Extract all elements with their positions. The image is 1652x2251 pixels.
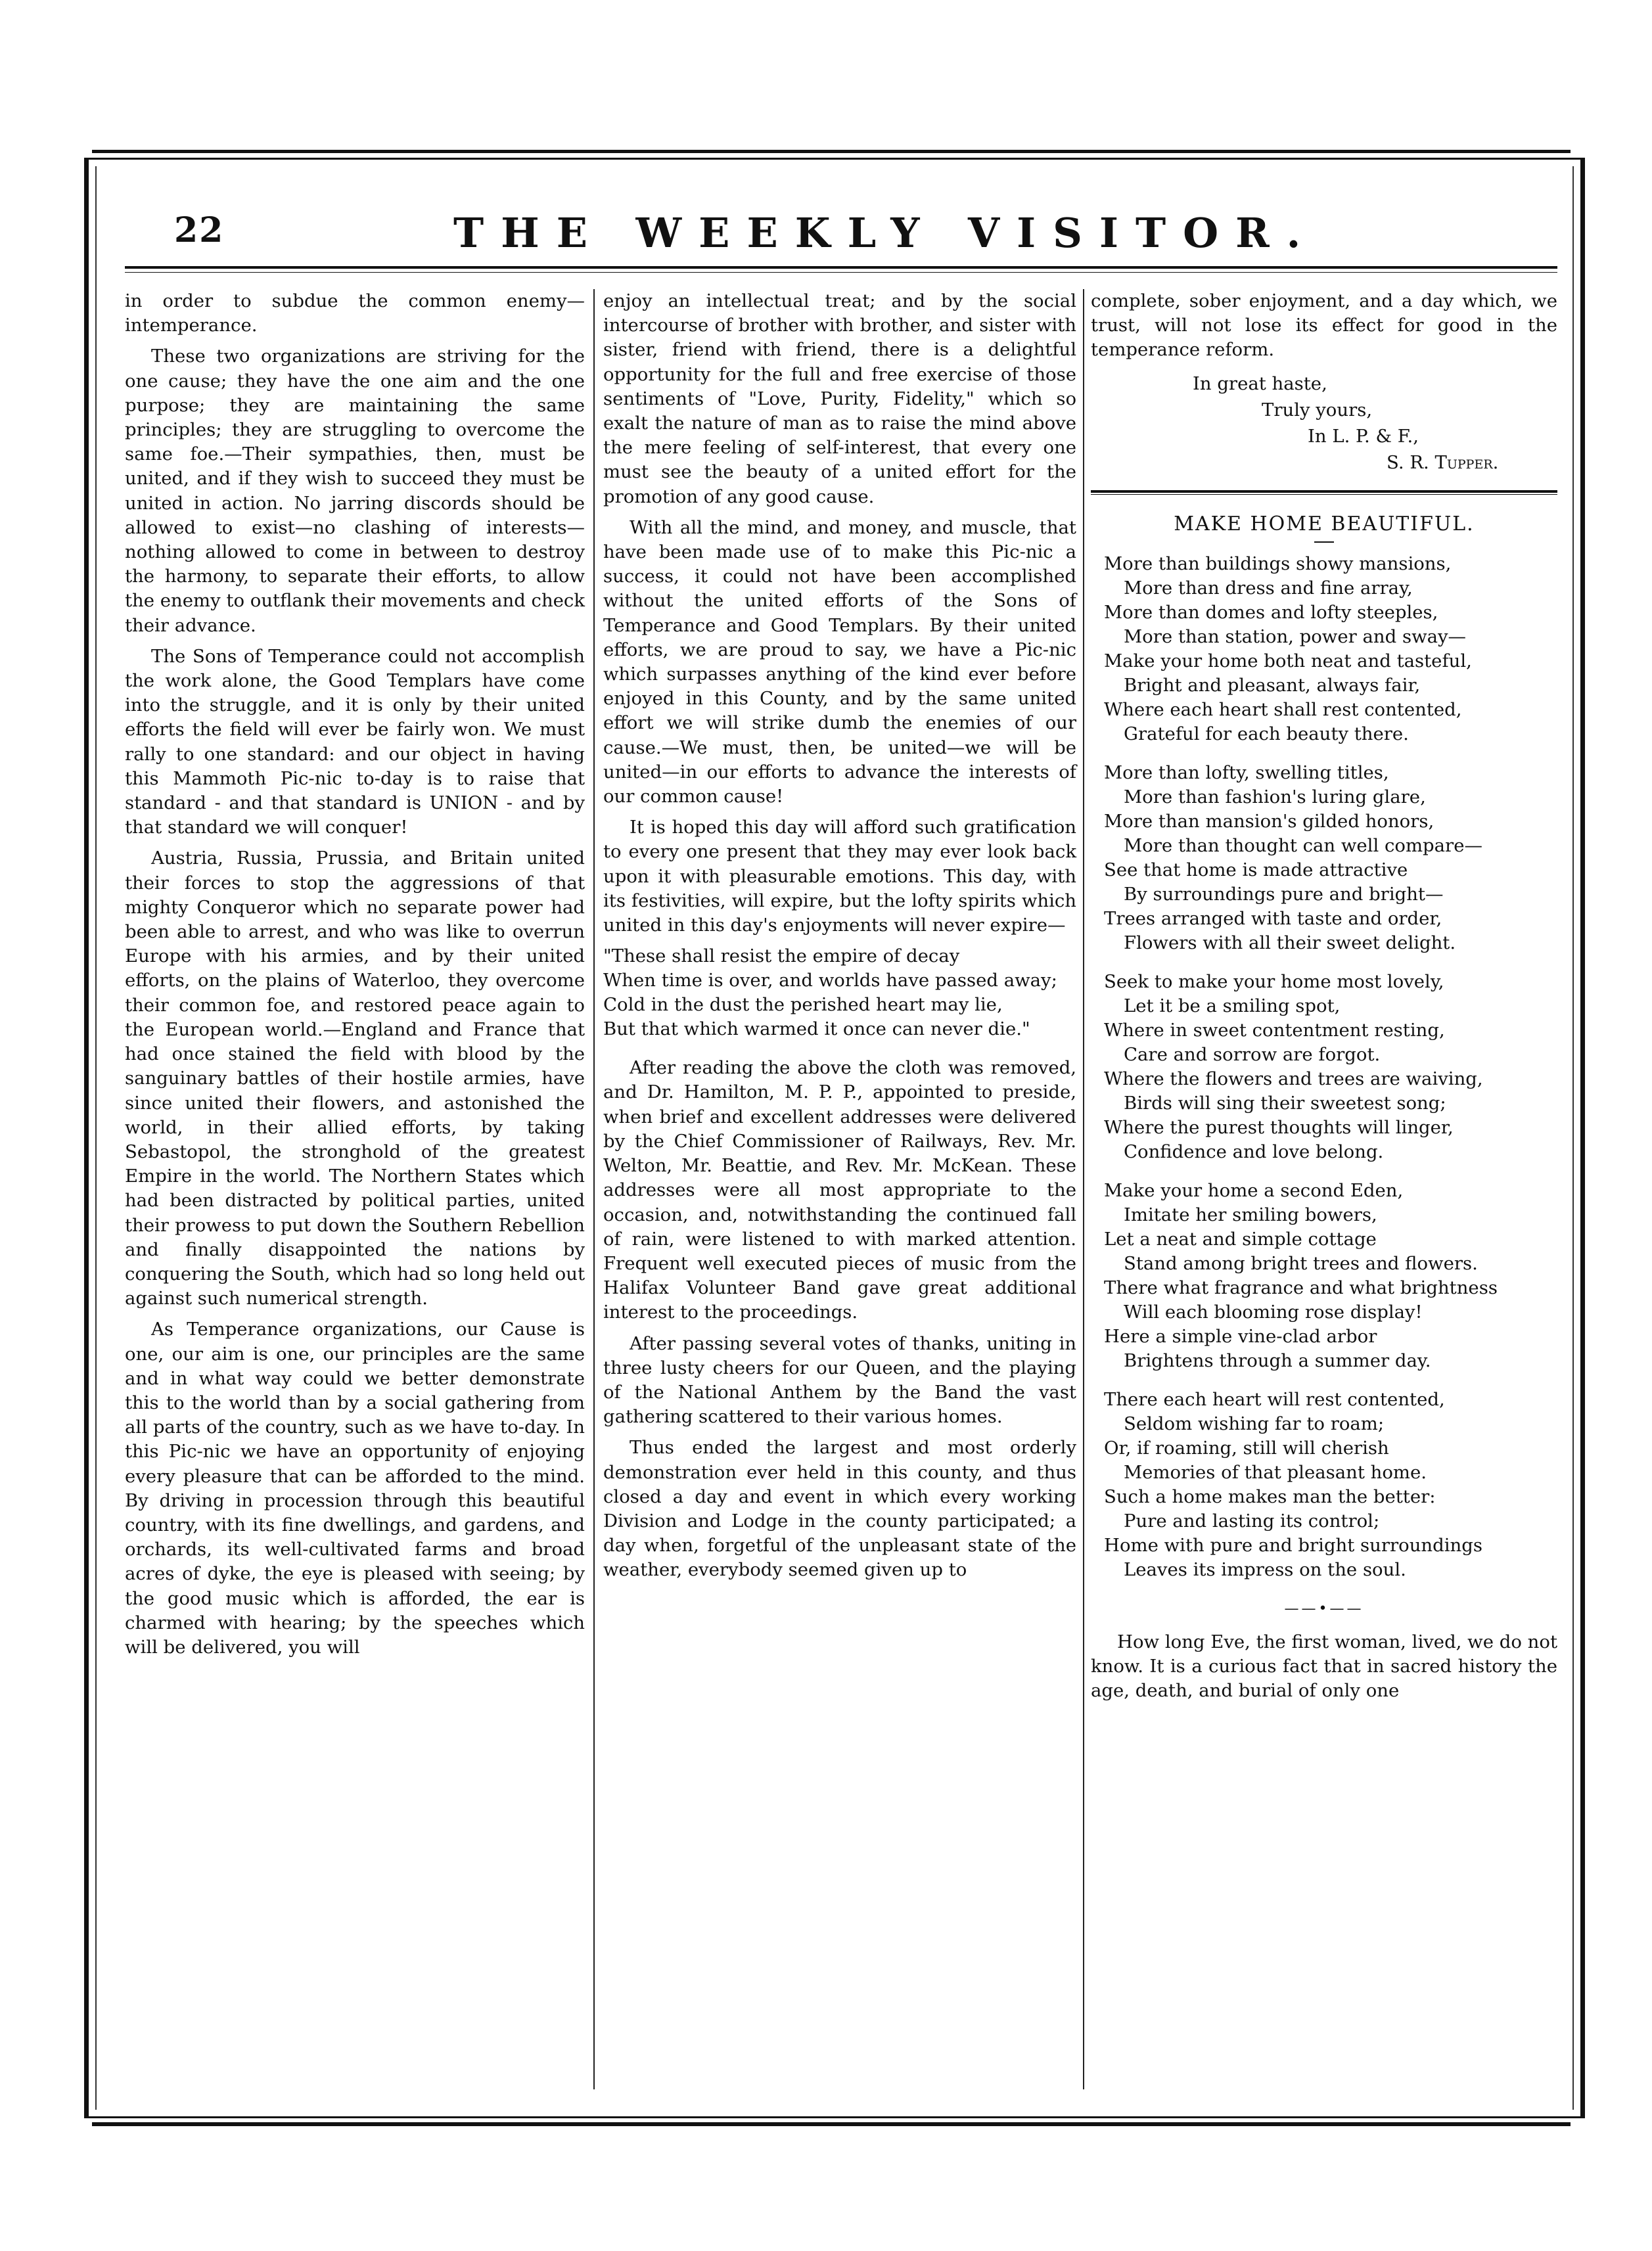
poem-line: Bright and pleasant, always fair, — [1124, 674, 1421, 696]
paragraph: Thus ended the largest and most orderly demonstration ever held in this county, and thus closed a day and event in which every working Division and Lodge in the county participated; a day when, forgetful of the unpleasant state of the weather, everybody seemed given up to — [603, 1437, 1076, 1581]
paragraph: After reading the above the cloth was removed, and Dr. Hamilton, M. P. P., appointed to preside, when brief and excellent addresses were delivered by the Chief Commissioner of Railways, Rev. Mr. Welton, Mr. Beattie, and Rev. Mr. McKean. These addresses were all most appropriate to the occasion, and, notwithstanding the continued fall of rain, were listened to with marked attention. Frequent well executed pieces of music from the Halifax Volunteer Band gave great additional interest to the proceedings. — [603, 1057, 1076, 1323]
signoff-line: In L. P. & F., — [1308, 425, 1419, 447]
poem-line: More than fashion's luring glare, — [1124, 786, 1426, 807]
paragraph: With all the mind, and money, and muscle, that have been made use of to make this Pic-nic a success, it could not have been accomplished without the united efforts of the Sons of Temperance and Good Templars. By their united efforts, we are proud to say, we have a Pic-nic which surpasses anything of the kind ever before enjoyed in this County, and by the same united effort we will strike dumb the enemies of our cause.—We must, then, be united—we will be united—in our efforts to advance the interests of our common cause! — [603, 516, 1076, 807]
poem-line: Grateful for each beauty there. — [1124, 723, 1409, 744]
quote-line: "These shall resist the empire of decay — [603, 945, 960, 967]
poem-line: More than mansion's gilded honors, — [1104, 810, 1434, 832]
signoff-line: In great haste, — [1193, 373, 1327, 394]
paragraph: The Sons of Temperance could not accomplish the work alone, the Good Templars have come into the struggle, and it is only by their united efforts the field will ever be fairly won. We must rally to one standard: and our object in having this Mammoth Pic-nic to-day is to raise that standard - and that standard is UNION - and by that standard we will conquer! — [125, 645, 585, 838]
paragraph: Austria, Russia, Prussia, and Britain united their forces to stop the aggressions of that mighty Conqueror which no separate power had been able to arrest, and who was like to overrun Europe with his armies, and by their united efforts, on the plains of Waterloo, they overcome their common foe, and restored peace again to the European world.—England and France that had once stained the field with blood by the sanguinary battles of their hostile armies, have since united their flowers, and astonished the world, in their allied efforts, by taking Sebastopol, the stronghold of the greatest Empire in the world. The Northern States which had been distracted by political parties, united their prowess to put down the Southern Rebellion and finally disappointed the nations by conquering the South, which had so long held out against such numerical strength. — [125, 848, 585, 1309]
poem-stanza — [1091, 1179, 1557, 1373]
poem-line: Make your home both neat and tasteful, — [1104, 650, 1472, 671]
header-rule — [125, 266, 1557, 269]
poem-line: More than lofty, swelling titles, — [1104, 762, 1389, 783]
poem-stanza — [1091, 761, 1557, 955]
poem-line: Here a simple vine-clad arbor — [1104, 1325, 1377, 1347]
paragraph: enjoy an intellectual treat; and by the social intercourse of brother with brother, and sister with sister, friend with friend, there is a delightful opportunity for the full and free exercise of those sentiments of "Love, Purity, Fidelity," which so exalt the nature of man as to raise the mind above the mere feeling of self-interest, that every one must see the beauty of a united effort for the promotion of any good cause. — [603, 290, 1076, 507]
paragraph: As Temperance organizations, our Cause is one, our aim is one, our principles are the same and in what way could we better demonstrate this to the world than by a social gathering from all parts of the country, such as we have to-day. In this Pic-nic we have an opportunity of enjoying every pleasure that can be afforded to the mind. By driving in procession through this beautiful country, with its fine dwellings, and gardens, and orchards, its well-cultivated farms and broad acres of dyke, the eye is pleased with seeing; by the good music which is afforded, the ear is charmed with hearing; by the speeches which will be delivered, you will — [125, 1319, 585, 1658]
paragraph: How long Eve, the first woman, lived, we do not know. It is a curious fact that in sacred history the age, death, and burial of only one — [1091, 1631, 1557, 1702]
quote-line: When time is over, and worlds have passed away; — [603, 970, 1057, 991]
paragraph: It is hoped this day will afford such gratification to every one present that they may ever look back upon it with pleasurable emotions. This day, with its festivities, will expire, but the lofty spirits which united in this day's enjoyments will never expire— — [603, 817, 1076, 936]
poem-line: Will each blooming rose display! — [1124, 1301, 1423, 1323]
column-3 — [1091, 289, 1557, 1710]
poem-line: There each heart will rest contented, — [1104, 1388, 1445, 1410]
poem-line: There what fragrance and what brightness — [1104, 1277, 1498, 1298]
verse-quote — [603, 944, 1076, 1041]
poem-line: Imitate her smiling bowers, — [1124, 1204, 1377, 1225]
poem-line: More than domes and lofty steeples, — [1104, 601, 1438, 623]
poem-line: Seldom wishing far to roam; — [1124, 1413, 1385, 1434]
poem-line: Confidence and love belong. — [1124, 1141, 1384, 1162]
quote-line: But that which warmed it once can never die." — [603, 1018, 1030, 1040]
poem-line: Let it be a smiling spot, — [1124, 995, 1341, 1016]
poem-stanza — [1091, 1388, 1557, 1582]
poem-line: Care and sorrow are forgot. — [1124, 1043, 1381, 1065]
poem-line: Seek to make your home most lovely, — [1104, 970, 1444, 992]
masthead-title: THE WEEKLY VISITOR. — [453, 209, 1318, 257]
poem-line: Where in sweet contentment resting, — [1104, 1019, 1445, 1041]
poem-line: See that home is made attractive — [1104, 859, 1408, 880]
signoff-signature: S. R. Tupper. — [1387, 451, 1499, 473]
column-1 — [125, 289, 585, 1666]
poem-line: Pure and lasting its control; — [1124, 1510, 1380, 1532]
column-2 — [603, 289, 1076, 1589]
ornament-divider: ——•—— — [1284, 1600, 1364, 1617]
poem-line: Where each heart shall rest contented, — [1104, 698, 1462, 720]
poem-line: Leaves its impress on the soul. — [1124, 1558, 1406, 1580]
title-dash — [1314, 541, 1334, 543]
paragraph: After passing several votes of thanks, uniting in three lusty cheers for our Queen, and the playing of the National Anthem by the Band the vast gathering scattered to their various homes. — [603, 1332, 1076, 1428]
poem-stanza — [1091, 970, 1557, 1164]
poem-line: Stand among bright trees and flowers. — [1124, 1252, 1478, 1274]
poem-line: More than thought can well compare— — [1124, 834, 1482, 856]
poem-line: By surroundings pure and bright— — [1124, 883, 1444, 905]
poem-line: Home with pure and bright surroundings — [1104, 1534, 1482, 1556]
page-number: 22 — [174, 210, 225, 250]
poem-stanza — [1091, 552, 1557, 746]
top-border-rule — [92, 150, 1571, 153]
poem-line: Or, if roaming, still will cherish — [1104, 1437, 1389, 1459]
paragraph: complete, sober enjoyment, and a day which, we trust, will not lose its effect for good in the temperance reform. — [1091, 290, 1557, 361]
poem-line: Memories of that pleasant home. — [1124, 1461, 1427, 1483]
poem-line: Such a home makes man the better: — [1104, 1486, 1436, 1507]
paragraph: These two organizations are striving for the one cause; they have the one aim and the one purpose; they are maintaining the same principles; they are struggling to overcome the same foe.—Their sympathies, then, must be united, and if they wish to succeed they must be united in action. No jarring discords should be allowed to exist—no clashing of interests—nothing allowed to come in between to destroy the harmony, to separate their efforts, to allow the enemy to outflank their movements and check their advance. — [125, 346, 585, 636]
poem-line: Where the flowers and trees are waiving, — [1104, 1068, 1483, 1089]
section-rule — [1091, 490, 1557, 493]
section-rule-thin — [1091, 494, 1557, 495]
header-rule-thin — [125, 272, 1557, 273]
poem-title: MAKE HOME BEAUTIFUL. — [1174, 512, 1475, 535]
column-divider-2 — [1083, 289, 1084, 2089]
poem-line: More than dress and fine array, — [1124, 577, 1413, 599]
letter-signoff — [1091, 371, 1557, 476]
paragraph: in order to subdue the common enemy—intemperance. — [125, 290, 585, 336]
poem-line: Brightens through a summer day. — [1124, 1350, 1431, 1371]
signoff-line: Truly yours, — [1262, 399, 1373, 421]
poem-line: Birds will sing their sweetest song; — [1124, 1092, 1446, 1114]
poem-line: Let a neat and simple cottage — [1104, 1228, 1377, 1250]
poem-line: Make your home a second Eden, — [1104, 1179, 1404, 1201]
bottom-border-rule — [92, 2122, 1571, 2126]
poem-line: More than station, power and sway— — [1124, 625, 1467, 647]
poem-line: Where the purest thoughts will linger, — [1104, 1116, 1454, 1138]
column-divider-1 — [593, 289, 595, 2089]
quote-line: Cold in the dust the perished heart may lie, — [603, 994, 1003, 1016]
poem-line: Flowers with all their sweet delight. — [1124, 932, 1456, 953]
poem-line: More than buildings showy mansions, — [1104, 553, 1452, 574]
poem-line: Trees arranged with taste and order, — [1104, 907, 1442, 929]
